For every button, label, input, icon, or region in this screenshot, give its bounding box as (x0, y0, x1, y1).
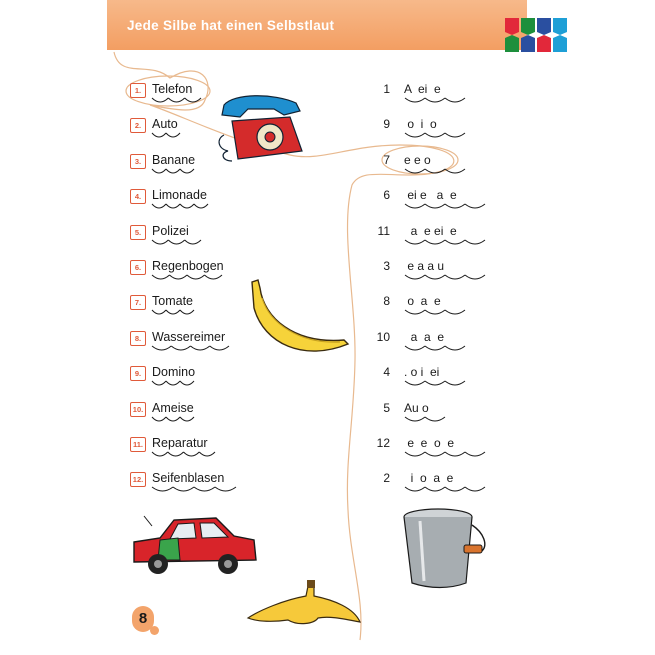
page-number: 8 (132, 606, 154, 632)
syllable-arcs (151, 380, 197, 388)
syllable-arc (425, 452, 445, 456)
car-picture (130, 514, 260, 580)
answer-number: 12 (376, 436, 390, 450)
syllable-arc (425, 487, 445, 491)
word-text: Reparatur (152, 436, 208, 450)
answer-number: 9 (383, 117, 390, 132)
syllable-arc (168, 452, 184, 456)
syllable-arcs (151, 97, 204, 105)
answer-number: 5 (383, 400, 390, 415)
word-text: Polizei (152, 223, 189, 238)
syllable-arcs (151, 203, 211, 211)
syllable-arc (184, 452, 200, 456)
answer-vowels: a a e (404, 329, 445, 344)
word-text: Banane (152, 152, 196, 167)
answer-syllable-arcs (404, 345, 468, 353)
answer-syllable-arcs (404, 168, 468, 176)
syllable-arc (445, 204, 465, 208)
syllable-arc (152, 275, 170, 279)
syllable-arc (166, 133, 180, 137)
syllable-arc (445, 133, 465, 137)
syllable-arc (425, 240, 445, 244)
syllable-arc (405, 487, 425, 491)
syllable-arc (445, 98, 465, 102)
syllable-arc (166, 204, 180, 208)
answer-number: 7 (383, 152, 390, 167)
syllable-arc (194, 204, 208, 208)
answer-vowels: o a e (404, 294, 441, 309)
syllable-arc (173, 487, 194, 491)
answer-syllable-arcs (404, 309, 468, 317)
banana-picture (244, 278, 354, 362)
syllable-arc (194, 487, 215, 491)
syllable-arc (425, 346, 445, 350)
syllable-arc (445, 275, 465, 279)
syllable-arc (180, 310, 194, 314)
syllable-arc (185, 98, 201, 102)
syllable-arc (405, 98, 425, 102)
syllable-arc (405, 169, 425, 173)
syllable-arc (425, 310, 445, 314)
word-number-badge: 10. (130, 402, 146, 417)
syllable-arc (210, 346, 229, 350)
answer-number: 8 (383, 294, 390, 309)
syllable-arc (425, 417, 445, 421)
syllable-arc (152, 133, 166, 137)
syllable-arcs (151, 239, 204, 247)
answer-syllable-arcs (404, 203, 488, 211)
syllable-arc (199, 452, 215, 456)
syllable-arcs (151, 168, 197, 176)
banana-peel-picture (244, 578, 364, 628)
answer-vowels: a e ei e (404, 223, 457, 238)
word-number-badge: 2. (130, 118, 146, 133)
syllable-arc (405, 381, 425, 385)
syllable-arc (191, 346, 210, 350)
syllable-arc (465, 204, 485, 208)
word-text: Auto (152, 117, 178, 132)
word-number-badge: 11. (130, 437, 146, 452)
answer-vowels: e e o (404, 152, 431, 167)
word-text: Wassereimer (152, 329, 226, 344)
answer-syllable-arcs (404, 239, 488, 247)
syllable-arc (168, 240, 184, 244)
syllable-arc (180, 381, 194, 385)
syllable-arcs (151, 486, 239, 494)
answer-syllable-arcs (404, 97, 468, 105)
syllable-arc (152, 381, 166, 385)
syllable-arc (405, 417, 425, 421)
word-text: Limonade (152, 188, 207, 203)
syllable-arc (425, 204, 445, 208)
answer-vowels: o i o (404, 117, 437, 132)
syllable-arc (405, 133, 425, 137)
syllable-arc (425, 275, 445, 279)
answer-vowels: i o a e (404, 471, 454, 486)
syllable-arc (425, 381, 445, 385)
answer-syllable-arcs (404, 416, 448, 424)
syllable-arc (166, 169, 180, 173)
word-text: Ameise (152, 400, 194, 415)
syllable-arc (152, 310, 166, 314)
word-text: Domino (152, 365, 196, 380)
syllable-arc (405, 204, 425, 208)
word-number-badge: 3. (130, 154, 146, 169)
word-text: Telefon (152, 82, 193, 96)
page-title: Jede Silbe hat einen Selbstlaut (127, 18, 335, 33)
answer-number: 10 (376, 329, 390, 344)
syllable-arc (465, 240, 485, 244)
syllable-arc (445, 240, 465, 244)
syllable-arc (215, 487, 236, 491)
word-text: Seifenblasen (152, 471, 225, 486)
syllable-arc (425, 98, 445, 102)
syllable-arc (180, 417, 194, 421)
syllable-arc (205, 275, 223, 279)
syllable-arc (405, 452, 425, 456)
syllable-arc (445, 381, 465, 385)
answer-vowels: . o i ei (404, 365, 440, 380)
syllable-arc (405, 275, 425, 279)
answer-syllable-arcs (404, 380, 468, 388)
syllable-arc (152, 452, 168, 456)
word-number-badge: 12. (130, 472, 146, 487)
answer-syllable-arcs (404, 274, 488, 282)
answer-number: 2 (383, 471, 390, 486)
answer-number: 11 (377, 223, 390, 238)
syllable-arc (405, 240, 425, 244)
syllable-arc (465, 275, 485, 279)
syllable-arc (445, 487, 465, 491)
answer-syllable-arcs (404, 451, 488, 459)
telephone-picture (214, 95, 310, 167)
word-number-badge: 9. (130, 366, 146, 381)
syllable-arc (445, 310, 465, 314)
syllable-arc (152, 487, 173, 491)
page-number-dot (150, 626, 159, 635)
syllable-arc (425, 169, 445, 173)
syllable-arc (465, 487, 485, 491)
syllable-arc (445, 452, 465, 456)
word-text: Tomate (152, 294, 193, 309)
syllable-arc (185, 240, 201, 244)
bucket-picture (400, 505, 492, 589)
syllable-arc (180, 169, 194, 173)
answer-number: 1 (383, 82, 390, 96)
syllable-arc (166, 381, 180, 385)
word-number-badge: 5. (130, 225, 146, 240)
word-number-badge: 6. (130, 260, 146, 275)
word-number-badge: 8. (130, 331, 146, 346)
answer-number: 3 (383, 259, 390, 273)
word-number-badge: 1. (130, 83, 146, 98)
syllable-arc (187, 275, 205, 279)
answer-number: 6 (383, 188, 390, 203)
syllable-arc (171, 346, 190, 350)
syllable-arc (166, 310, 180, 314)
syllable-arc (405, 346, 425, 350)
syllable-arcs (151, 451, 218, 459)
answer-syllable-arcs (404, 486, 488, 494)
answer-vowels: e e o e (404, 436, 455, 450)
syllable-arc (166, 417, 180, 421)
syllable-arc (168, 98, 184, 102)
syllable-arcs (151, 416, 197, 424)
answer-vowels: A ei e (404, 82, 441, 96)
answer-vowels: ei e a e (404, 188, 457, 203)
syllable-arc (465, 452, 485, 456)
answer-vowels: e a a u (404, 259, 445, 273)
answer-vowels: Au o (404, 400, 429, 415)
syllable-arcs (151, 345, 232, 353)
syllable-arc (152, 169, 166, 173)
syllable-arcs (151, 274, 225, 282)
syllable-arc (152, 204, 166, 208)
syllable-arcs (151, 309, 197, 317)
syllable-arc (152, 240, 168, 244)
syllable-arc (170, 275, 188, 279)
word-text: Regenbogen (152, 259, 224, 273)
syllable-arc (405, 310, 425, 314)
word-number-badge: 7. (130, 295, 146, 310)
syllable-arc (152, 346, 171, 350)
syllable-arc (445, 169, 465, 173)
answer-number: 4 (383, 365, 390, 380)
word-number-badge: 4. (130, 189, 146, 204)
syllable-arc (425, 133, 445, 137)
syllable-arc (152, 98, 168, 102)
syllable-arcs (151, 132, 183, 140)
answer-syllable-arcs (404, 132, 468, 140)
syllable-arc (445, 346, 465, 350)
syllable-arc (180, 204, 194, 208)
syllable-arc (152, 417, 166, 421)
